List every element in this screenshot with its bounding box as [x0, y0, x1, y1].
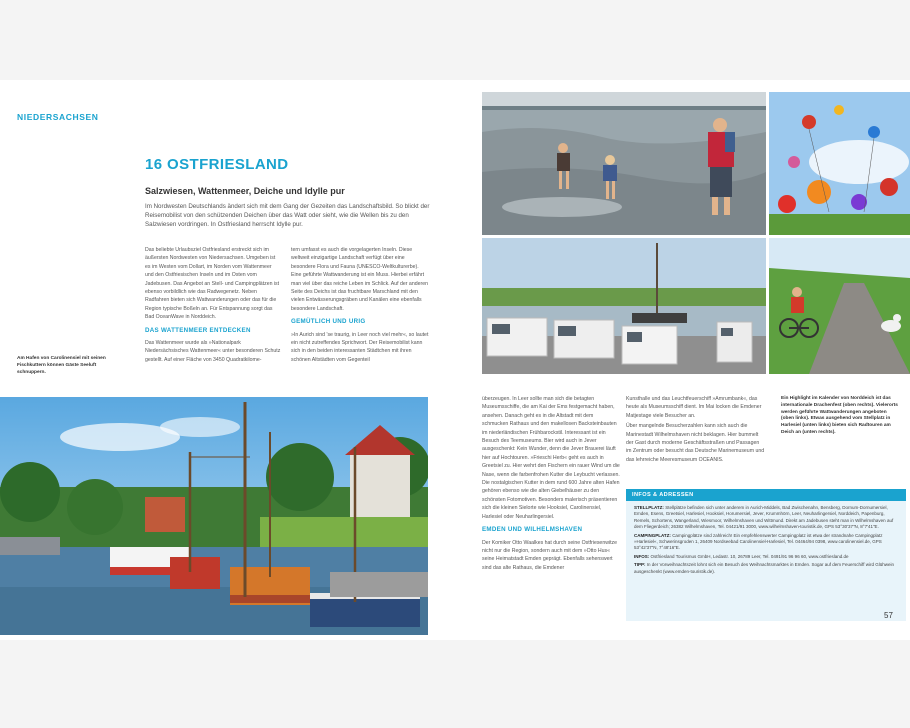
info-infos-text: Ostfriesland Tourismus GmbH, Ledastr. 10, 26789 Leer, Tel. 0491/91 96 96 60, www.ostfriesland.de: [650, 553, 849, 559]
text-column-3: [482, 395, 620, 620]
info-infos-label: INFOS:: [634, 553, 650, 559]
intro-paragraph: Im Nordwesten Deutschlands ändert sich mit dem Gang der Gezeiten das Landschaftsbild. So blickt der Reisemobilist von den schützenden Deichen über das Watt oder sieht, wie die Wellen bis zu den Salzwiesen vordringen. In Ostfriesland herrscht Idylle pur.: [145, 203, 430, 228]
col4-paragraph-2: Über mangelnde Besucherzahlen kann sich auch die Marinestadt Wilhelmshaven nicht beklagen. Hier bummelt der Gast durch moderne Geschäftsstraßen und Passagen im Zentrum oder besucht das Deutsche Marinemuseum und das lehrreiche Meeresmuseum OCEANIS.: [626, 423, 765, 463]
col3-heading: EMDEN UND WILHELMSHAVEN: [482, 526, 583, 534]
info-stellplatz-text: Stellplätze befinden sich unter anderem in Aurich-Middels, Bad Zwischenahn, Bensberg, Dornum-Dornumersiel, Emden, Esens, Greetsiel, Harlesiel, Hooksiel, Horumersiel, Jever, Krummhörn, Leer, Neuharlingersiel, Norddeich, Papenburg, Remels, Schortens, Wangerland, Wiesmoor, Wilhelmshaven und Wittmund. Direkt am Jadebusen steht man in Wilhelmshaven auf dem Fliegerdeich; 26382 Wilhelmshaven, Tel. 04421/91 3000, www.wilhelmshaven-touristik.de, GPS 53°30'37"N, 8°7'41"E.: [634, 505, 894, 530]
info-campingplatz-label: CAMPINGPLATZ:: [634, 532, 671, 538]
text-column-4: [626, 395, 766, 485]
text-column-1: [145, 246, 281, 386]
region-label: NIEDERSACHSEN: [17, 112, 99, 122]
watt-walk-photo: [482, 92, 766, 235]
kite-festival-photo: [769, 92, 910, 235]
col2-heading: GEMÜTLICH UND URIG: [291, 318, 366, 326]
chapter-title: 16 OSTFRIESLAND: [145, 156, 289, 173]
page-number: 57: [884, 611, 893, 620]
info-infos: [634, 554, 898, 560]
harbor-photo: [0, 397, 428, 635]
info-tipp-label: TIPP:: [634, 562, 646, 568]
dyke-cycling-photo: [769, 238, 910, 374]
col1-paragraph-2: Das Wattenmeer wurde als »Nationalpark Niedersächsisches Wattenmeer« unter besonderen Schutz gestellt. Auf einer Fläche von 3450 Quadratkilome-: [145, 340, 281, 363]
info-stellplatz-label: STELLPLATZ:: [634, 505, 664, 510]
info-tipp: [634, 562, 898, 575]
info-tipp-text: In der Vorweihnachtszeit lohnt sich ein Besuch des Weihnachtsmarktes in Emden. Sogar auf dem Feuerschiff wird Glühwein ausgeschenkt (www.emden-touristik.de).: [634, 562, 894, 574]
col4-paragraph-1: Kunsthalle und das Leuchtfeuerschiff »Amrumbank«, das heute als Museumsschiff dient. Im Mai locken die Emdener Matjestage viele Besucher an.: [626, 396, 762, 419]
info-campingplatz-text: Campingplätze sind zahlreich! Ein empfehlenswerter Campingplatz ist etwa der strandnahe Campingplatz »Harlesiel«, Schwerinsgroden 1, 26409 Nordseebad Carolinensiel-Harlesiel, Tel. 04464/94 0398, www.carolinensiel.de, GPS 53°42'37"N, 7°48'16"E.: [634, 532, 883, 551]
info-campingplatz: [634, 533, 898, 552]
info-box: [626, 489, 906, 621]
info-box-body: [626, 501, 906, 581]
col1-heading: DAS WATTENMEER ENTDECKEN: [145, 326, 251, 334]
col3-paragraph-1: überzeugen. In Leer sollte man sich die betagten Museumsschiffe, die am Kai der Ems festgemacht haben, ansehen. Danach geht es in die Altstadt mit dem schmucken Rathaus und den makellosen Backsteinbauten im niederländischen Frühbarockstil. Interessant ist ein Besuch des Teemuseums. Bier wird auch in Jever ausgeschenkt: Kein Wunder, denn die Jever Brauerei läuft hier auf Hochtouren. »Frieschi Herb« geht es auch in Greetsiel zu. Hier wehrt den Fischern ein rauer Wind um die Nase, wenn die farbenfrohen Kutter die Leybucht verlassen. Die nostalgischen Kutter in dem rund 600 Jahre alten Hafen gehören ebenso wie die alten Giebelhäuser zu den schönsten Fotomotiven. Besonders malerisch präsentieren sich die kleinen Sielorte wie Hooksiel, Carolinensiel, Harlesiel oder Neuharlingersiel.: [482, 396, 620, 520]
col2-paragraph-2: »In Aurich sind 'se traurig, in Leer noch viel mehr«, so lautet ein nicht zutreffendes Sprichwort. Der Reisemobilist kann sich in den beiden interessanten Städtchen mit ihren schönen Altstädten vom Gegenteil: [291, 331, 429, 363]
photos-caption: Ein Highlight im Kalender von Norddeich ist das internationale Drachenfest (oben rechts). Vielerorts werden geführte Wattwanderungen angeboten (oben links). Etwas ausgehend vom Stellplatz in Harlesiel (unten links) bieten sich Radtouren am Deich an (unten rechts).: [781, 396, 898, 435]
harbor-caption: Am Hafen von Carolinensiel mit seinen Fischkuttern können Gäste Seeluft schnuppern.: [17, 356, 106, 375]
chapter-subtitle: Salzwiesen, Wattenmeer, Deiche und Idylle pur: [145, 186, 345, 196]
harlesiel-campsite-photo: [482, 238, 766, 374]
info-box-title: INFOS & ADRESSEN: [626, 489, 906, 501]
col1-paragraph-1: Das beliebte Urlaubsziel Ostfriesland erstreckt sich im äußersten Nordwesten von Niedersachsen. Umgeben ist es im Westen vom Dollart, im Norden vom Wattenmeer und den Ostfriesischen Inseln und im Osten vom Jadebusen. Das Angebot an Stell- und Campingplätzen ist ebenso vorbildlich wie das Radwegenetz. Neben Radfahren bieten sich Wattwanderungen oder das für die Region typische Boßeln an. Für Entspannung sorgt das Bad OceanWave in Norddeich.: [145, 247, 280, 321]
text-column-2: [291, 246, 429, 386]
info-stellplatz: [634, 505, 898, 531]
col2-paragraph-1: tern umfasst es auch die vorgelagerten Inseln. Diese weltweit einzigartige Landschaft verfügt über eine besondere Flora und Fauna (UNESCO-Weltkulturerbe). Eine geführte Wattwanderung ist ein Muss. Hierbei erfährt man viel über das reiche Leben im Schlick. Auf der anderen Seite des Deichs ist das fruchtbare Marschland mit den vielen Entwässerungsgräben und Kanälen eine ebenfalls besondere Landschaft.: [291, 247, 428, 312]
col3-paragraph-2: Der Komiker Otto Waalkes hat durch seine Ostfriesenwitze nicht nur die Region, sondern auch mit dem »Otto Hus« seine Heimatstadt Emden geprägt. Ebenfalls sehenswert sind das alte Rathaus, die Emdener: [482, 539, 618, 571]
